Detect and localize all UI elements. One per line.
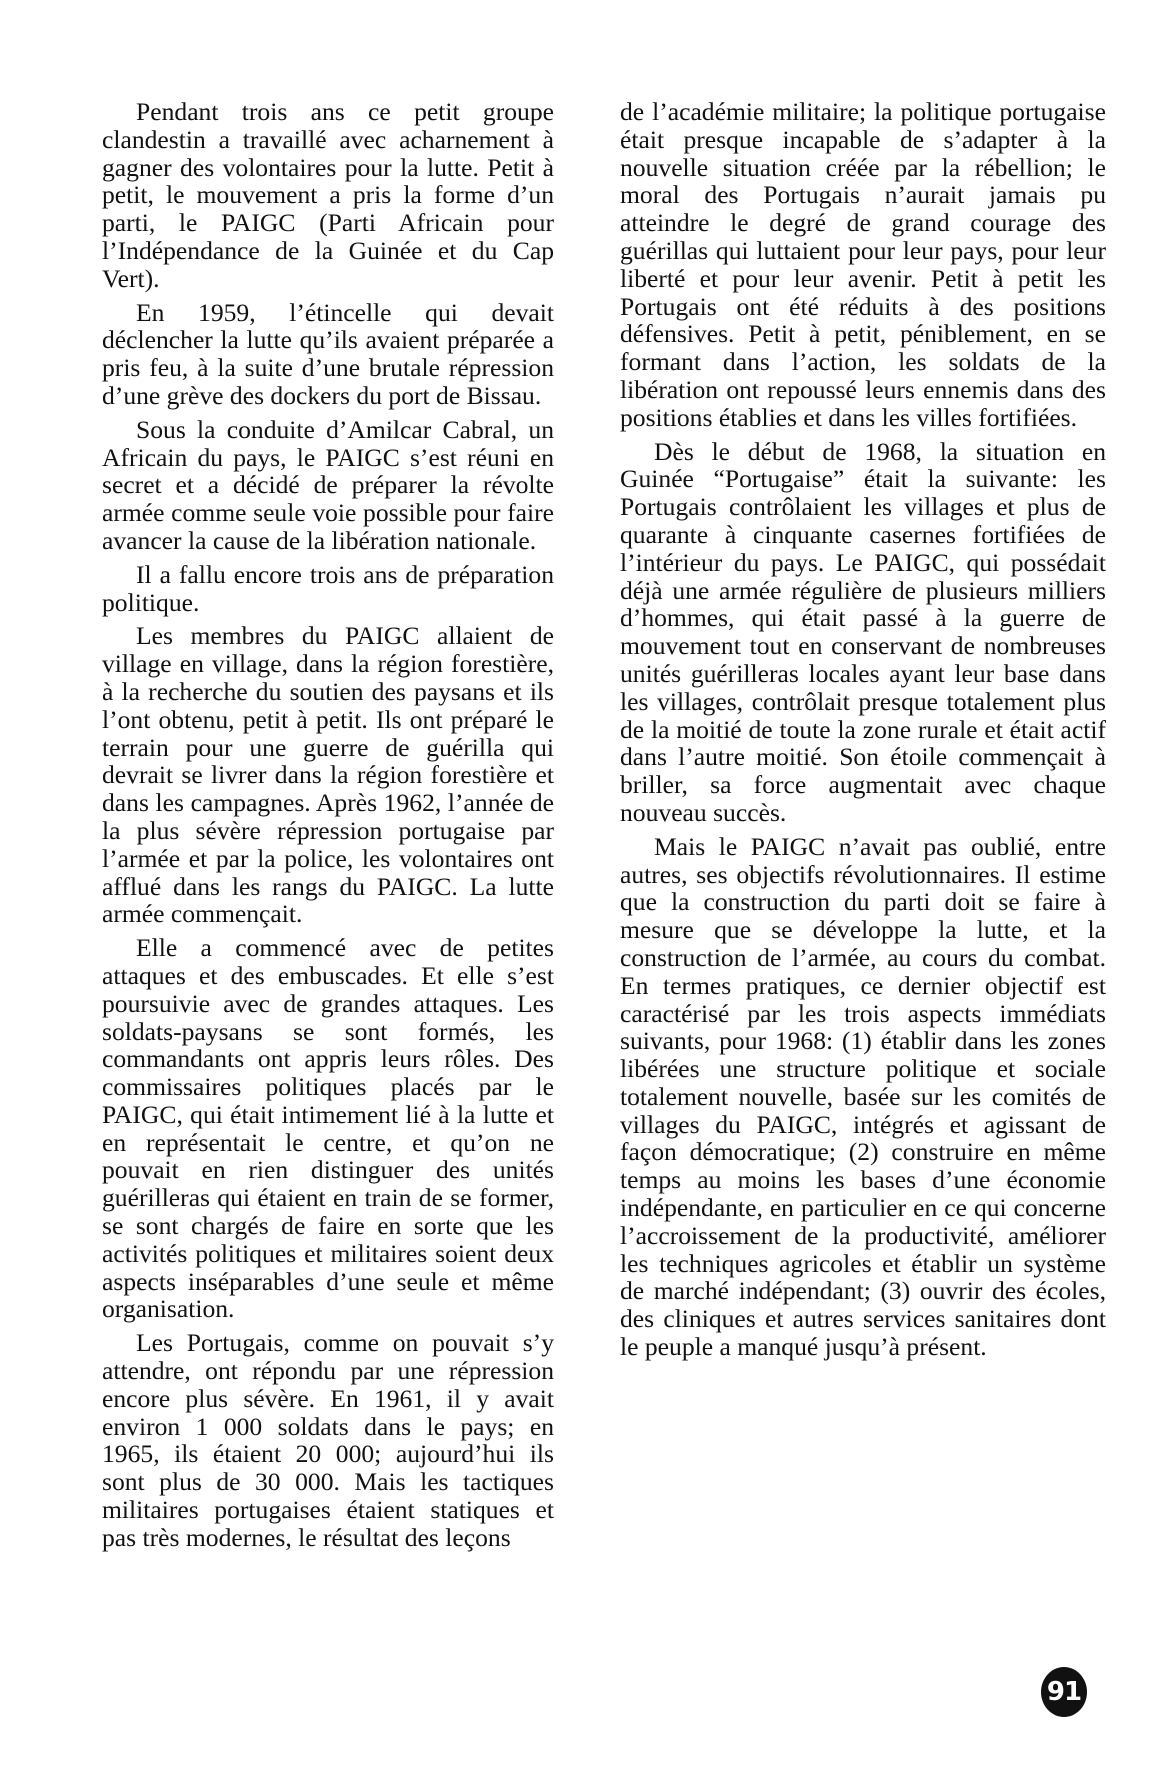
left-text-column <box>102 98 554 1558</box>
paragraph: Les membres du PAIGC allaient de village en village, dans la région forestière, à la recherche du soutien des paysans et ils l’ont obtenu, petit à petit. Ils ont préparé le terrain pour une guerre de guérilla qui devrait se livrer dans la région forestière et dans les campagnes. Après 1962, l’année de la plus sévère répression portugaise par l’armée et par la police, les volontaires ont afflué dans les rangs du PAIGC. La lutte armée commençait. <box>102 621 554 929</box>
paragraph: Il a fallu encore trois ans de préparation politique. <box>102 559 554 617</box>
paragraph: Pendant trois ans ce petit groupe clandestin a travaillé avec acharnement à gagner des volontaires pour la lutte. Petit à petit, le mouvement a pris la forme d’un parti, le PAIGC (Parti Africain pour l’Indépendance de la Guinée et du Cap Vert). <box>102 97 554 293</box>
paragraph: En 1959, l’étincelle qui devait déclencher la lutte qu’ils avaient préparée a pris feu, à la suite d’une brutale répression d’une grève des dockers du port de Bissau. <box>102 297 554 410</box>
paragraph: Les Portugais, comme on pouvait s’y attendre, ont répondu par une répression encore plus sévère. En 1961, il y avait environ 1 000 soldats dans le pays; en 1965, ils étaient 20 000; aujourd’hui ils sont plus de 30 000. Mais les tactiques militaires portugaises étaient statiques et pas très modernes, le résultat des leçons <box>102 1328 554 1552</box>
paragraph: Dès le début de 1968, la situation en Guinée “Portugaise” était la suivante: les Portugais contrôlaient les villages et plus de quarante à cinquante casernes fortifiées de l’intérieur du pays. Le PAIGC, qui possédait déjà une armée régulière de plusieurs milliers d’hommes, qui était passé à la guerre de mouvement tout en conservant de nombreuses unités guérilleras locales ayant leur base dans les villages, contrôlait presque totalement plus de la moitié de toute la zone rurale et était actif dans l’autre moitié. Son étoile commençait à briller, sa force augmentait avec chaque nouveau succès. <box>620 436 1106 827</box>
paragraph: Elle a commencé avec de petites attaques et des embuscades. Et elle s’est poursuivie avec de grandes attaques. Les soldats-paysans se sont formés, les commandants ont appris leurs rôles. Des commissaires politiques placés par le PAIGC, qui était intimement lié à la lutte et en représentait le centre, et qu’on ne pouvait en rien distinguer des unités guérilleras qui étaient en train de se former, se sont chargés de faire en sorte que les activités politiques et militaires soient deux aspects inséparables d’une seule et même organisation. <box>102 933 554 1324</box>
paragraph: Sous la conduite d’Amilcar Cabral, un Africain du pays, le PAIGC s’est réuni en secret et a décidé de préparer la révolte armée comme seule voie possible pour faire avancer la cause de la libération nationale. <box>102 414 554 555</box>
right-text-column <box>620 98 1106 1367</box>
paragraph: Mais le PAIGC n’avait pas oublié, entre autres, ses objectifs révolutionnaires. Il estime que la construction du parti doit se faire à mesure que se développe la lutte, et la construction de l’armée, au cours du combat. En termes pratiques, ce dernier objectif est caractérisé par les trois aspects immédiats suivants, pour 1968: (1) établir dans les zones libérées une structure politique et sociale totalement nouvelle, basée sur les comités de villages du PAIGC, intégrés et agissant de façon démocratique; (2) construire en même temps au moins les bases d’une économie indépendante, en particulier en ce qui concerne l’accroissement de la productivité, améliorer les techniques agricoles et établir un système de marché indépendant; (3) ouvrir des écoles, des cliniques et autres services sanitaires dont le peuple a manqué jusqu’à présent. <box>620 831 1106 1362</box>
paragraph-continued: de l’académie militaire; la politique portugaise était presque incapable de s’adapter à la nouvelle situation créée par la rébellion; le moral des Portugais n’aurait jamais pu atteindre le degré de grand courage des guérillas qui luttaient pour leur pays, pour leur liberté et pour leur avenir. Petit à petit les Portugais ont été réduits à des positions défensives. Petit à petit, péniblement, en se formant dans l’action, les soldats de la libération ont repoussé leurs ennemis dans des positions établies et dans les villes fortifiées. <box>620 97 1106 432</box>
page-number-badge: 91 <box>1041 1667 1087 1717</box>
